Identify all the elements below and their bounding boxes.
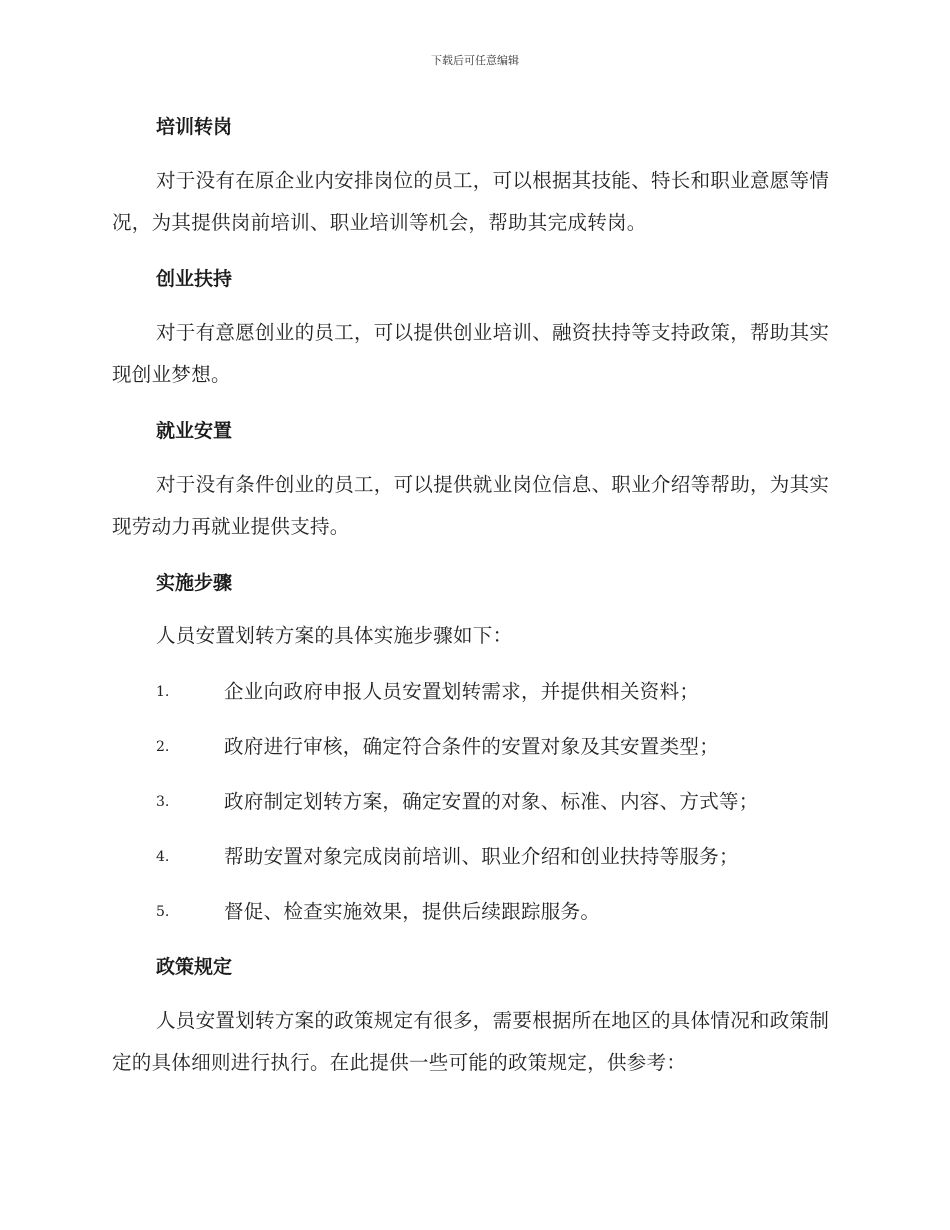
- step-text: 企业向政府申报人员安置划转需求，并提供相关资料；: [224, 680, 700, 703]
- section-heading-steps: 实施步骤: [156, 572, 233, 594]
- section-heading-training: 培训转岗: [156, 116, 233, 138]
- section-paragraph-employment: 对于没有条件创业的员工，可以提供就业岗位信息、职业介绍等帮助，为其实现劳动力再就业提供支持。: [112, 473, 830, 538]
- section-heading-policy: 政策规定: [156, 956, 233, 978]
- step-number: 1.: [156, 684, 170, 700]
- section-paragraph-policy: 人员安置划转方案的政策规定有很多，需要根据所在地区的具体情况和政策制定的具体细则进行执行。在此提供一些可能的政策规定，供参考：: [112, 1009, 830, 1074]
- section-paragraph-training: 对于没有在原企业内安排岗位的员工，可以根据其技能、特长和职业意愿等情况，为其提供岗前培训、职业培训等机会，帮助其完成转岗。: [112, 169, 830, 234]
- list-item: [156, 733, 832, 761]
- step-text: 政府进行审核，确定符合条件的安置对象及其安置类型；: [224, 735, 720, 758]
- steps-intro: 人员安置划转方案的具体实施步骤如下：: [156, 624, 513, 647]
- list-item: [156, 898, 832, 926]
- step-text: 帮助安置对象完成岗前培训、职业介绍和创业扶持等服务；: [224, 845, 739, 868]
- list-item: [156, 678, 832, 706]
- step-number: 2.: [156, 739, 170, 755]
- step-number: 3.: [156, 794, 170, 810]
- section-heading-employment: 就业安置: [156, 420, 233, 442]
- list-item: [156, 843, 832, 871]
- section-heading-entrepreneurship: 创业扶持: [156, 268, 233, 290]
- page-header: 下载后可任意编辑: [431, 54, 519, 67]
- list-item: [156, 788, 832, 816]
- step-text: 政府制定划转方案，确定安置的对象、标准、内容、方式等；: [224, 790, 759, 813]
- step-number: 5.: [156, 904, 170, 920]
- section-paragraph-entrepreneurship: 对于有意愿创业的员工，可以提供创业培训、融资扶持等支持政策，帮助其实现创业梦想。: [112, 321, 830, 386]
- step-text: 督促、检查实施效果，提供后续跟踪服务。: [224, 900, 601, 923]
- step-number: 4.: [156, 849, 170, 865]
